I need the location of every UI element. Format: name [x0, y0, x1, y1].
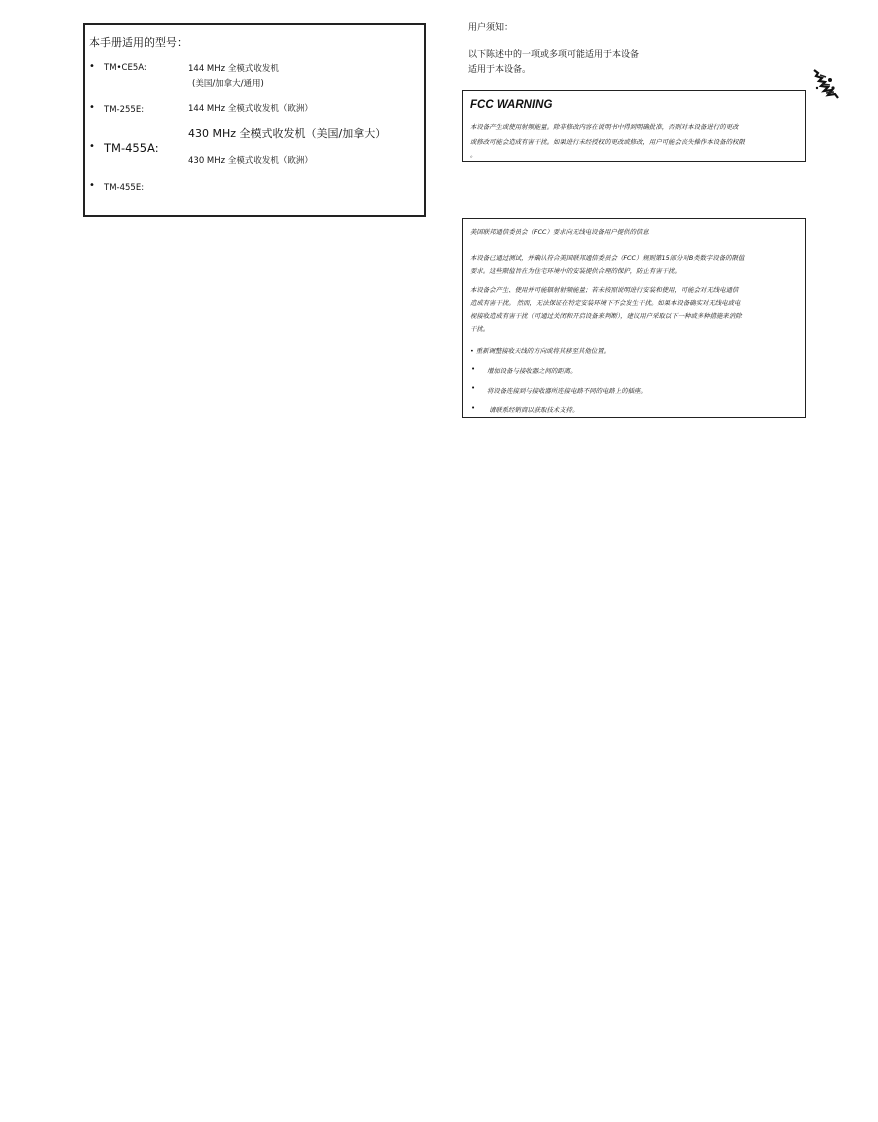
bullet: • [89, 180, 95, 191]
fcc-info-bullet: 增加设备与接收器之间的距离。 [487, 367, 577, 375]
fcc-info-text: 要求。这些限值旨在为住宅环境中的安装提供合理的保护，防止有害干扰。 [470, 267, 681, 275]
bullet: • [471, 365, 476, 373]
model-name: TM•CE5A: [104, 63, 147, 73]
fcc-info-text: 本设备已通过测试，并确认符合美国联邦通信委员会（FCC）规则第15部分对B类数字设备的限值 [470, 254, 745, 262]
bullet: • [89, 102, 95, 113]
fcc-warning-line: 。 [470, 151, 477, 159]
model-desc: 430 MHz 全模式收发机（美国/加拿大） [188, 127, 387, 140]
bullet: • [471, 384, 476, 392]
fcc-info-heading: 美国联邦通信委员会（FCC）要求向无线电设备用户提供的信息 [470, 228, 649, 236]
models-title: 本手册适用的型号： [89, 36, 188, 49]
fcc-info-text: 视接收造成有害干扰（可通过关闭和开启设备来判断），建议用户采取以下一种或多种措施来消除 [470, 312, 742, 320]
model-desc: 144 MHz 全模式收发机（欧洲） [188, 104, 313, 114]
notice-title: 用户须知： [468, 23, 514, 33]
fcc-info-bullet: 将设备连接到与接收器所连接电路不同的电路上的插座。 [487, 387, 647, 395]
model-name: TM-455E: [104, 183, 145, 193]
bullet: • [89, 141, 95, 152]
model-desc: 430 MHz 全模式收发机（欧洲） [188, 156, 313, 166]
fcc-info-text: 造成有害干扰。 然而，无法保证在特定安装环境下不会发生干扰。如果本设备确实对无线电或电 [470, 299, 741, 307]
notice-line: 以下陈述中的一项或多项可能适用于本设备 [468, 50, 640, 60]
fcc-info-text: 本设备会产生、使用并可能辐射射频能量；若未按照说明进行安装和使用，可能会对无线电通信 [470, 286, 739, 294]
model-desc: 144 MHz 全模式收发机 [188, 64, 279, 74]
fcc-info-bullet: • 重新调整接收天线的方向或将其移至其他位置。 [470, 347, 611, 355]
bullet: • [89, 61, 95, 72]
fcc-info-bullet: 请联系经销商以获取技术支持。 [489, 406, 579, 414]
fcc-warning-line: 本设备产生或使用射频能量。除非修改内容在说明书中得到明确批准，否则对本设备进行的更改 [470, 123, 739, 131]
fcc-info-text: 干扰。 [470, 325, 490, 333]
bullet: • [471, 404, 476, 412]
notice-line: 适用于本设备。 [468, 65, 532, 75]
model-desc-region: (美国/加拿大/通用) [192, 79, 264, 89]
scribble-mark [808, 66, 844, 102]
fcc-warning-heading: FCC WARNING [470, 99, 553, 111]
fcc-warning-line: 或修改可能会造成有害干扰。如果进行未经授权的更改或修改，用户可能会丧失操作本设备的权限 [470, 138, 745, 146]
model-name: TM-255E: [104, 105, 145, 115]
model-name: TM-455A: [104, 141, 159, 155]
